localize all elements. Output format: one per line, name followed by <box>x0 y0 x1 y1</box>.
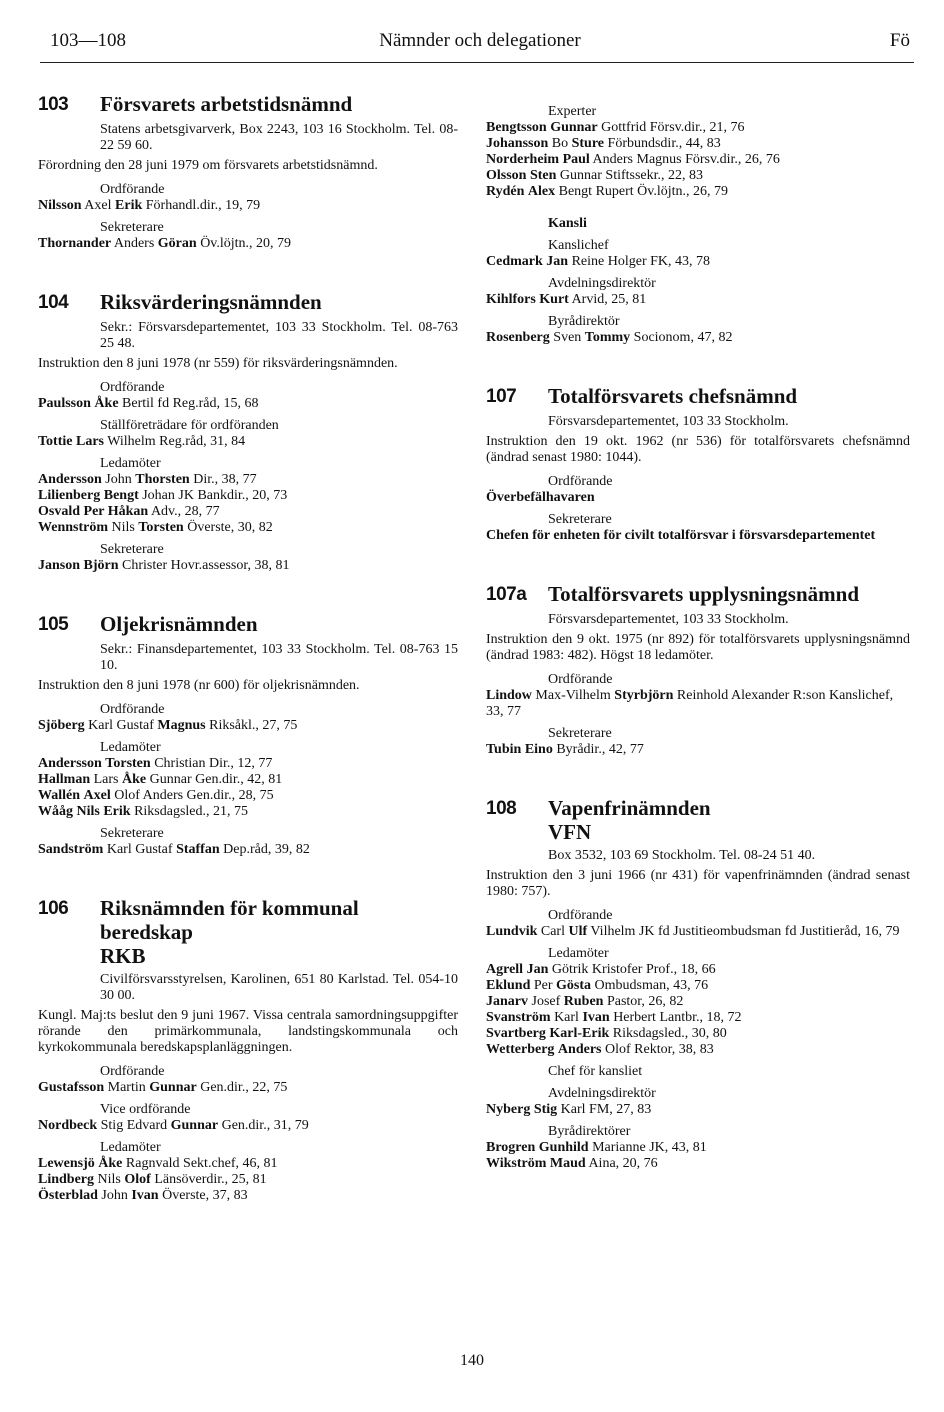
role-label: Ordförande <box>100 1064 165 1079</box>
member-entry <box>38 434 458 450</box>
title-line: Riksvärderingsnämnden <box>100 290 322 314</box>
title-details: Olof Rektor, 38, 83 <box>601 1042 714 1057</box>
surname: Brogren <box>486 1140 536 1155</box>
member-entry <box>38 718 458 734</box>
given-names: Nils <box>108 520 139 535</box>
call-name: Eino <box>524 742 553 757</box>
member-entry <box>38 198 458 214</box>
surname: Tottie <box>38 434 73 449</box>
surname: Tubin <box>486 742 522 757</box>
call-name: Tommy <box>584 330 631 345</box>
member-entry <box>486 1010 910 1026</box>
member-entry <box>486 1042 910 1058</box>
title-details: Wilhelm Reg.råd, 31, 84 <box>103 434 246 449</box>
section-107 <box>486 384 910 544</box>
call-name: Magnus <box>157 718 206 733</box>
surname: Wallén <box>38 788 81 803</box>
page-number: 140 <box>460 1352 484 1369</box>
surname: Hallman <box>38 772 91 787</box>
member-entry <box>486 184 910 200</box>
given-names: Per <box>530 978 557 993</box>
member-entry <box>38 488 458 504</box>
running-title: Nämnder och delegationer <box>379 30 581 51</box>
section-title <box>548 384 797 408</box>
section-heading <box>38 290 458 316</box>
section-106 <box>38 896 458 1204</box>
section-title <box>100 92 352 116</box>
title-line: beredskap <box>100 920 193 944</box>
call-name: Åke <box>94 396 119 411</box>
member-entry <box>486 978 910 994</box>
call-name: Alex <box>527 184 556 199</box>
role-label: Avdelningsdirektör <box>548 276 656 291</box>
role-label: Sekreterare <box>100 220 164 235</box>
given-names: Nils <box>94 1172 125 1187</box>
member-entry <box>38 1080 458 1096</box>
member-entry <box>38 236 458 252</box>
header-rule <box>40 62 914 63</box>
call-name: Gunnar <box>149 1080 197 1095</box>
title-line: VFN <box>548 820 592 844</box>
given-names: Axel <box>81 198 116 213</box>
member-entry <box>38 396 458 412</box>
title-details: Marianne JK, 43, 81 <box>588 1140 707 1155</box>
title-details: Johan JK Bankdir., 20, 73 <box>138 488 288 503</box>
title-details: Förbundsdir., 44, 83 <box>604 136 721 151</box>
title-details: Överste, 37, 83 <box>158 1188 248 1203</box>
call-name: Björn <box>83 558 119 573</box>
surname: Lundvik <box>486 924 538 939</box>
member-entry <box>38 504 458 520</box>
member-entry <box>486 254 910 270</box>
member-entry <box>38 772 458 788</box>
given-names: John <box>101 472 136 487</box>
role-label: Ledamöter <box>100 456 161 471</box>
given-names: Karl <box>550 1010 583 1025</box>
given-names: Lars <box>90 772 123 787</box>
section-heading <box>38 612 458 638</box>
call-name: Gunhild <box>538 1140 589 1155</box>
surname: Nyberg <box>486 1102 531 1117</box>
section-number: 106 <box>38 898 69 919</box>
title-line: Oljekrisnämnden <box>100 612 258 636</box>
given-names: John <box>97 1188 132 1203</box>
instruction-text: Instruktion den 8 juni 1978 (nr 600) för oljekrisnämnden. <box>38 678 360 693</box>
member-entry <box>38 842 458 858</box>
address: Civilförsvarsstyrelsen, Karolinen, 651 80 Karlstad. Tel. 054-10 30 00. <box>100 972 458 1003</box>
call-name: Styrbjörn <box>614 688 674 703</box>
role-label: Sekreterare <box>548 512 612 527</box>
title-details: Adv., 28, 77 <box>148 504 220 519</box>
title-details: Olof Anders Gen.dir., 28, 75 <box>110 788 274 803</box>
surname: Wikström <box>486 1156 547 1171</box>
surname: Lindow <box>486 688 532 703</box>
member-entry <box>486 1102 910 1118</box>
role-label: Ställföreträdare för ordföranden <box>100 418 279 433</box>
role-label: Ordförande <box>548 672 613 687</box>
call-name: Axel <box>83 788 111 803</box>
surname: Janarv <box>486 994 528 1009</box>
surname: Norderheim <box>486 152 560 167</box>
member-entry <box>486 330 910 346</box>
surname: Svartberg <box>486 1026 546 1041</box>
section-heading <box>38 896 458 968</box>
member-entry <box>38 756 458 772</box>
address: Sekr.: Försvarsdepartementet, 103 33 Stockholm. Tel. 08-763 25 48. <box>100 320 458 351</box>
role-label: Chef för kansliet <box>548 1064 643 1079</box>
instruction-text: Förordning den 28 juni 1979 om försvarets arbetstidsnämnd. <box>38 158 378 173</box>
address: Försvarsdepartementet, 103 33 Stockholm. <box>548 612 789 627</box>
member-entry <box>486 152 910 168</box>
surname: Lindberg <box>38 1172 95 1187</box>
surname: Rosenberg <box>486 330 550 345</box>
section-title <box>100 896 359 968</box>
title-line: RKB <box>100 944 146 968</box>
title-line: Försvarets arbetstidsnämnd <box>100 92 353 116</box>
title-details: Länsöverdir., 25, 81 <box>150 1172 267 1187</box>
member-entry <box>486 688 910 720</box>
right-column <box>486 98 910 1210</box>
surname: Sjöberg <box>38 718 85 733</box>
title-details: Bertil fd Reg.råd, 15, 68 <box>118 396 259 411</box>
title-line: Totalförsvarets chefsnämnd <box>548 384 798 408</box>
call-name: Gösta <box>556 978 592 993</box>
section-heading <box>486 796 910 844</box>
role-label: Ledamöter <box>100 740 161 755</box>
role-label: Byrådirektörer <box>548 1124 631 1139</box>
call-name: Thorsten <box>135 472 190 487</box>
given-names: Max-Vilhelm <box>531 688 615 703</box>
section-103 <box>38 92 458 252</box>
call-name: Lars <box>75 434 104 449</box>
surname: Paulsson <box>38 396 91 411</box>
surname: Kihlfors <box>486 292 536 307</box>
title-details: Socionom, 47, 82 <box>630 330 733 345</box>
section-title <box>100 290 322 314</box>
section-105 <box>38 612 458 858</box>
instruction-text: Instruktion den 3 juni 1966 (nr 431) för vapenfrinämnden (ändrad senast 1980: 757). <box>486 868 910 899</box>
title-details: Dep.råd, 39, 82 <box>219 842 310 857</box>
surname: Wetterberg <box>486 1042 555 1057</box>
call-name: Karl-Erik <box>549 1026 610 1041</box>
surname: Eklund <box>486 978 531 993</box>
title-details: Ombudsman, 43, 76 <box>591 978 709 993</box>
role-label: Ordförande <box>100 182 165 197</box>
member-entry <box>38 1156 458 1172</box>
title-details: Överste, 30, 82 <box>183 520 273 535</box>
role-label: Ledamöter <box>100 1140 161 1155</box>
instruction-text: Kungl. Maj:ts beslut den 9 juni 1967. Vissa centrala samordningsuppgifter rörande den primärkommunala, landstingskommunala och kyrkokommunala beredskapsplanläggningen. <box>38 1008 458 1055</box>
address: Box 3532, 103 69 Stockholm. Tel. 08-24 51 40. <box>548 848 816 863</box>
member-entry <box>486 962 910 978</box>
member-entry <box>486 742 910 758</box>
given-names: Bo <box>548 136 572 151</box>
member-entry <box>38 804 458 820</box>
instruction-text: Instruktion den 19 okt. 1962 (nr 536) för totalförsvarets chefsnämnd (ändrad senast 1980: 1044). <box>486 434 910 465</box>
title-details: Byrådir., 42, 77 <box>552 742 644 757</box>
section-number: 103 <box>38 94 69 115</box>
title-details: Dir., 38, 77 <box>189 472 257 487</box>
call-name: Sture <box>571 136 605 151</box>
call-name: Åke <box>98 1156 123 1171</box>
member-entry <box>38 472 458 488</box>
call-name: Jan <box>546 254 569 269</box>
surname: Nordbeck <box>38 1118 98 1133</box>
surname: Janson <box>38 558 81 573</box>
title-details: Riksdagsled., 30, 80 <box>609 1026 727 1041</box>
member-entry <box>486 292 910 308</box>
page-range: 103—108 <box>50 30 126 51</box>
section-heading <box>38 92 458 118</box>
surname: Rydén <box>486 184 525 199</box>
section-number: 107a <box>486 584 527 605</box>
section-title <box>548 796 711 844</box>
surname: Lilienberg <box>38 488 101 503</box>
member-entry <box>486 924 910 940</box>
section-104 <box>38 290 458 574</box>
left-column <box>38 92 458 1242</box>
title-details: Reinhold Alexander R:son Kanslichef, 33, 77 <box>486 688 894 719</box>
call-name: Gunnar <box>170 1118 219 1133</box>
call-name: Åke <box>122 772 147 787</box>
call-name: Göran <box>157 236 197 251</box>
call-name: Olof <box>124 1172 151 1187</box>
member-entry <box>486 1140 910 1156</box>
title-details: Pastor, 26, 82 <box>603 994 684 1009</box>
role-label: Avdelningsdirektör <box>548 1086 656 1101</box>
surname: Wååg <box>38 804 73 819</box>
member-entry <box>486 528 910 544</box>
surname: Svanström <box>486 1010 551 1025</box>
role-label: Experter <box>548 104 597 119</box>
role-label: Ordförande <box>100 702 165 717</box>
given-names: Stig Edvard <box>97 1118 171 1133</box>
surname: Cedmark <box>486 254 543 269</box>
title-details: Götrik Kristofer Prof., 18, 66 <box>548 962 716 977</box>
section-number: 107 <box>486 386 517 407</box>
call-name: Ivan <box>131 1188 159 1203</box>
instruction-text: Instruktion den 9 okt. 1975 (nr 892) för totalförsvarets upplysningsnämnd (ändrad 1983: 482). Högst 18 ledamöter. <box>486 632 910 663</box>
call-name: Staffan <box>176 842 220 857</box>
given-names: Karl Gustaf <box>84 718 158 733</box>
title-details: Vilhelm JK fd Justitieombudsman fd Justitieråd, 16, 79 <box>587 924 900 939</box>
call-name: Per Håkan <box>83 504 149 519</box>
section-title <box>548 582 859 606</box>
title-details: Riksdagsled., 21, 75 <box>130 804 249 819</box>
member-entry <box>38 558 458 574</box>
address: Försvarsdepartementet, 103 33 Stockholm. <box>548 414 789 429</box>
role-label: Sekreterare <box>100 542 164 557</box>
title-details: Gen.dir., 22, 75 <box>196 1080 288 1095</box>
member-entry <box>486 1156 910 1172</box>
title-details: Aina, 20, 76 <box>585 1156 658 1171</box>
call-name: Bengt <box>103 488 139 503</box>
surname: Sandström <box>38 842 104 857</box>
title-details: Förhandl.dir., 19, 79 <box>142 198 261 213</box>
call-name: Torsten <box>105 756 151 771</box>
surname: Nilsson <box>38 198 82 213</box>
address: Statens arbetsgivarverk, Box 2243, 103 16 Stockholm. Tel. 08-22 59 60. <box>100 122 458 153</box>
call-name: Torsten <box>138 520 184 535</box>
call-name: Maud <box>549 1156 586 1171</box>
call-name: Anders <box>557 1042 602 1057</box>
member-entry <box>38 788 458 804</box>
section-number: 105 <box>38 614 69 635</box>
member-entry <box>486 1026 910 1042</box>
surname: Andersson <box>38 756 102 771</box>
call-name: Ulf <box>568 924 588 939</box>
section-heading <box>486 384 910 410</box>
member-entry <box>38 520 458 536</box>
member-entry <box>38 1118 458 1134</box>
surname: Bengtsson <box>486 120 547 135</box>
call-name: Stig <box>533 1102 558 1117</box>
member-entry <box>486 168 910 184</box>
section-108 <box>486 796 910 1172</box>
title-details: Ragnvald Sekt.chef, 46, 81 <box>122 1156 278 1171</box>
given-names: Martin <box>104 1080 150 1095</box>
given-names: Anders <box>111 236 158 251</box>
role-label: Sekreterare <box>100 826 164 841</box>
section-letters: Fö <box>889 30 910 51</box>
title-details: Arvid, 25, 81 <box>568 292 647 307</box>
surname: Andersson <box>38 472 102 487</box>
given-names: Carl <box>537 924 569 939</box>
surname: Johansson <box>486 136 549 151</box>
member-entry <box>486 120 910 136</box>
surname: Österblad <box>38 1188 98 1203</box>
section-107a <box>486 582 910 758</box>
instruction-text: Instruktion den 8 juni 1978 (nr 559) för riksvärderingsnämnden. <box>38 356 398 371</box>
given-names: Karl Gustaf <box>103 842 177 857</box>
section-cont <box>486 104 910 346</box>
role-label: Vice ordförande <box>100 1102 191 1117</box>
title-details: Bengt Rupert Öv.löjtn., 26, 79 <box>555 184 729 199</box>
surname: Wennström <box>38 520 108 535</box>
call-name: Nils Erik <box>76 804 131 819</box>
call-name: Kurt <box>539 292 569 307</box>
call-name: Sten <box>529 168 557 183</box>
call-name: Erik <box>115 198 143 213</box>
section-title <box>100 612 258 636</box>
call-name: Paul <box>562 152 590 167</box>
surname: Gustafsson <box>38 1080 105 1095</box>
title-details: Gottfrid Försv.dir., 21, 76 <box>597 120 745 135</box>
call-name: Ivan <box>582 1010 610 1025</box>
given-names: Sven <box>549 330 585 345</box>
kansli-heading: Kansli <box>548 216 587 231</box>
title-line: Totalförsvarets upplysningsnämnd <box>548 582 860 606</box>
title-details: Herbert Lantbr., 18, 72 <box>609 1010 742 1025</box>
role-label: Ledamöter <box>548 946 609 961</box>
title-line: Riksnämnden för kommunal <box>100 896 359 920</box>
surname: Agrell <box>486 962 524 977</box>
section-number: 104 <box>38 292 69 313</box>
address: Sekr.: Finansdepartementet, 103 33 Stockholm. Tel. 08-763 15 10. <box>100 642 458 673</box>
title-details: Riksåkl., 27, 75 <box>205 718 298 733</box>
surname: Överbefälhavaren <box>486 490 595 505</box>
member-entry <box>486 490 910 506</box>
role-label: Sekreterare <box>548 726 612 741</box>
title-details: Christian Dir., 12, 77 <box>150 756 273 771</box>
role-label: Ordförande <box>100 380 165 395</box>
title-details: Reine Holger FK, 43, 78 <box>568 254 711 269</box>
title-details: Christer Hovr.assessor, 38, 81 <box>118 558 290 573</box>
member-entry <box>486 994 910 1010</box>
surname: Olsson <box>486 168 527 183</box>
page-header <box>50 30 910 54</box>
role-label: Kanslichef <box>548 238 609 253</box>
member-entry <box>486 136 910 152</box>
call-name: Ruben <box>563 994 604 1009</box>
given-names: Josef <box>528 994 564 1009</box>
title-details: Anders Magnus Försv.dir., 26, 76 <box>589 152 780 167</box>
surname: Thornander <box>38 236 112 251</box>
call-name: Gunnar <box>550 120 598 135</box>
member-entry <box>38 1188 458 1204</box>
surname: Osvald <box>38 504 81 519</box>
section-heading <box>486 582 910 608</box>
title-details: Öv.löjtn., 20, 79 <box>196 236 292 251</box>
section-number: 108 <box>486 798 517 819</box>
title-details: Karl FM, 27, 83 <box>557 1102 652 1117</box>
role-label: Ordförande <box>548 474 613 489</box>
title-line: Vapenfrinämnden <box>548 796 711 820</box>
title-details: Gen.dir., 31, 79 <box>218 1118 309 1133</box>
surname: Chefen för enheten för civilt totalförsvar i försvarsdepartementet <box>486 528 876 543</box>
surname: Lewensjö <box>38 1156 95 1171</box>
call-name: Jan <box>526 962 549 977</box>
member-entry <box>38 1172 458 1188</box>
role-label: Byrådirektör <box>548 314 620 329</box>
role-label: Ordförande <box>548 908 613 923</box>
title-details: Gunnar Stiftssekr., 22, 83 <box>556 168 704 183</box>
title-details: Gunnar Gen.dir., 42, 81 <box>146 772 283 787</box>
